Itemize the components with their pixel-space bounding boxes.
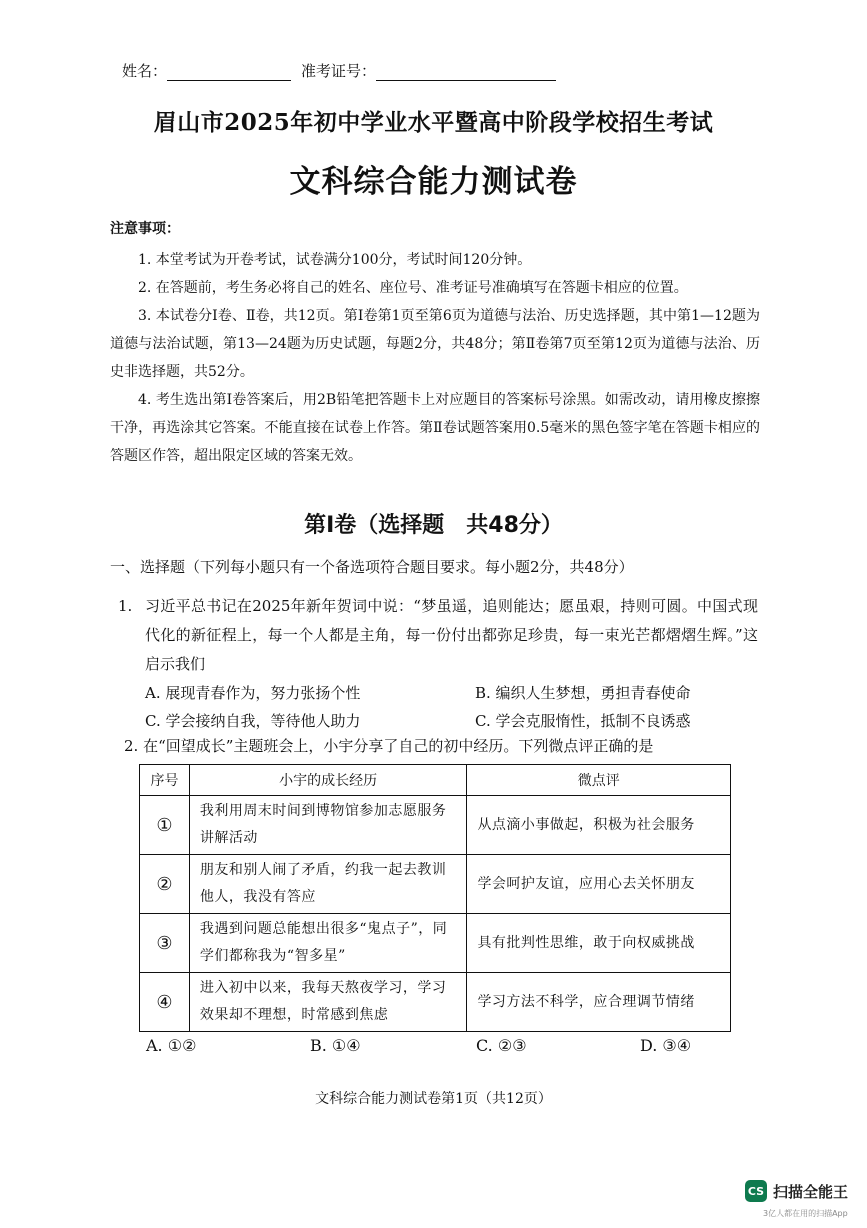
paper-title: 文科综合能力测试卷 — [289, 164, 578, 200]
option-b: B. 编织人生梦想，勇担青春使命 — [475, 684, 691, 702]
watermark-name: 扫描全能王 — [773, 1182, 849, 1201]
question-stem: 习近平总书记在2025年新年贺词中说：“梦虽遥，追则能达；愿虽艰，持则可圆。中国式现代化的新征程上，每一个人都是主角，每一份付出都弥足珍贵，每一束光芒都熠熠生辉。”这启示我们 — [145, 597, 758, 673]
comment-cell: 从点滴小事做起，积极为社会服务 — [467, 796, 731, 855]
table-row — [140, 796, 731, 855]
row-number: ③ — [140, 914, 190, 973]
watermark-subtitle: 3亿人都在用的扫描App — [763, 1209, 848, 1218]
name-label: 姓名： — [122, 62, 168, 80]
table-header-row — [140, 765, 731, 796]
answer-option-b: B. ①④ — [310, 1036, 361, 1055]
experience-cell: 我遇到问题总能想出很多“鬼点子”，同学们都称我为“智多星” — [189, 914, 467, 973]
note-item: 1. 本堂考试为开卷考试，试卷满分100分，考试时间120分钟。 — [138, 252, 532, 268]
column-header: 序号 — [140, 765, 190, 796]
note-item: 2. 在答题前，考生务必将自己的姓名、座位号、准考证号准确填写在答题卡相应的位置。 — [138, 280, 688, 296]
candidate-header — [122, 60, 556, 81]
option-c: C. 学会接纳自我，等待他人助力 — [145, 712, 361, 730]
row-number: ④ — [140, 973, 190, 1032]
comment-cell: 具有批判性思维，敢于向权威挑战 — [467, 914, 731, 973]
table-row — [140, 914, 731, 973]
camscanner-logo-icon: CS — [745, 1180, 767, 1202]
comment-cell: 学会呵护友谊，应用心去关怀朋友 — [467, 855, 731, 914]
table-row — [140, 973, 731, 1032]
answer-option-d: D. ③④ — [640, 1036, 692, 1055]
part-heading: 一、选择题（下列每小题只有一个备选项符合题目要求。每小题2分，共48分） — [110, 558, 634, 576]
scanner-watermark — [745, 1180, 848, 1202]
options — [145, 679, 758, 735]
experience-cell: 我利用周末时间到博物馆参加志愿服务讲解活动 — [189, 796, 467, 855]
id-label: 准考证号： — [301, 62, 377, 80]
experience-cell: 朋友和别人闹了矛盾，约我一起去教训他人，我没有答应 — [189, 855, 467, 914]
note-item: 4. 考生选出第Ⅰ卷答案后，用2B铅笔把答题卡上对应题目的答案标号涂黑。如需改动，请用橡皮擦擦干净，再选涂其它答案。不能直接在试卷上作答。第Ⅱ卷试题答案用0.5毫米的黑色签字笔在答题卡相应的答题区作答，超出限定区域的答案无效。 — [110, 392, 760, 464]
exam-title: 眉山市2025年初中学业水平暨高中阶段学校招生考试 — [153, 109, 714, 136]
experience-cell: 进入初中以来，我每天熬夜学习，学习效果却不理想，时常感到焦虑 — [189, 973, 467, 1032]
notes-heading: 注意事项： — [110, 221, 180, 237]
column-header: 微点评 — [467, 765, 731, 796]
answer-option-c: C. ②③ — [476, 1036, 527, 1055]
page-footer: 文科综合能力测试卷第1页（共12页） — [315, 1091, 552, 1107]
row-number: ① — [140, 796, 190, 855]
option-d: C. 学会克服惰性，抵制不良诱惑 — [475, 712, 691, 730]
note-item: 3. 本试卷分Ⅰ卷、Ⅱ卷，共12页。第Ⅰ卷第1页至第6页为道德与法治、历史选择题，其中第1—12题为道德与法治试题，第13—24题为历史试题，每题2分，共48分；第Ⅱ卷第7页至第12页为道德与法治、历史非选择题，共52分。 — [110, 308, 760, 380]
question-2-stem: 2. 在“回望成长”主题班会上，小宇分享了自己的初中经历。下列微点评正确的是 — [124, 737, 654, 755]
experience-table — [139, 764, 731, 1032]
question-1 — [118, 592, 758, 735]
answer-option-a: A. ①② — [146, 1036, 197, 1055]
row-number: ② — [140, 855, 190, 914]
section-title: 第Ⅰ卷（选择题 共48分） — [304, 513, 563, 538]
option-a: A. 展现青春作为，努力张扬个性 — [145, 684, 361, 702]
column-header: 小宇的成长经历 — [189, 765, 467, 796]
id-blank[interactable] — [376, 64, 556, 81]
notes-list — [110, 246, 760, 470]
comment-cell: 学习方法不科学，应合理调节情绪 — [467, 973, 731, 1032]
table-row — [140, 855, 731, 914]
name-blank[interactable] — [167, 64, 291, 81]
question-number: 1. — [118, 597, 133, 615]
